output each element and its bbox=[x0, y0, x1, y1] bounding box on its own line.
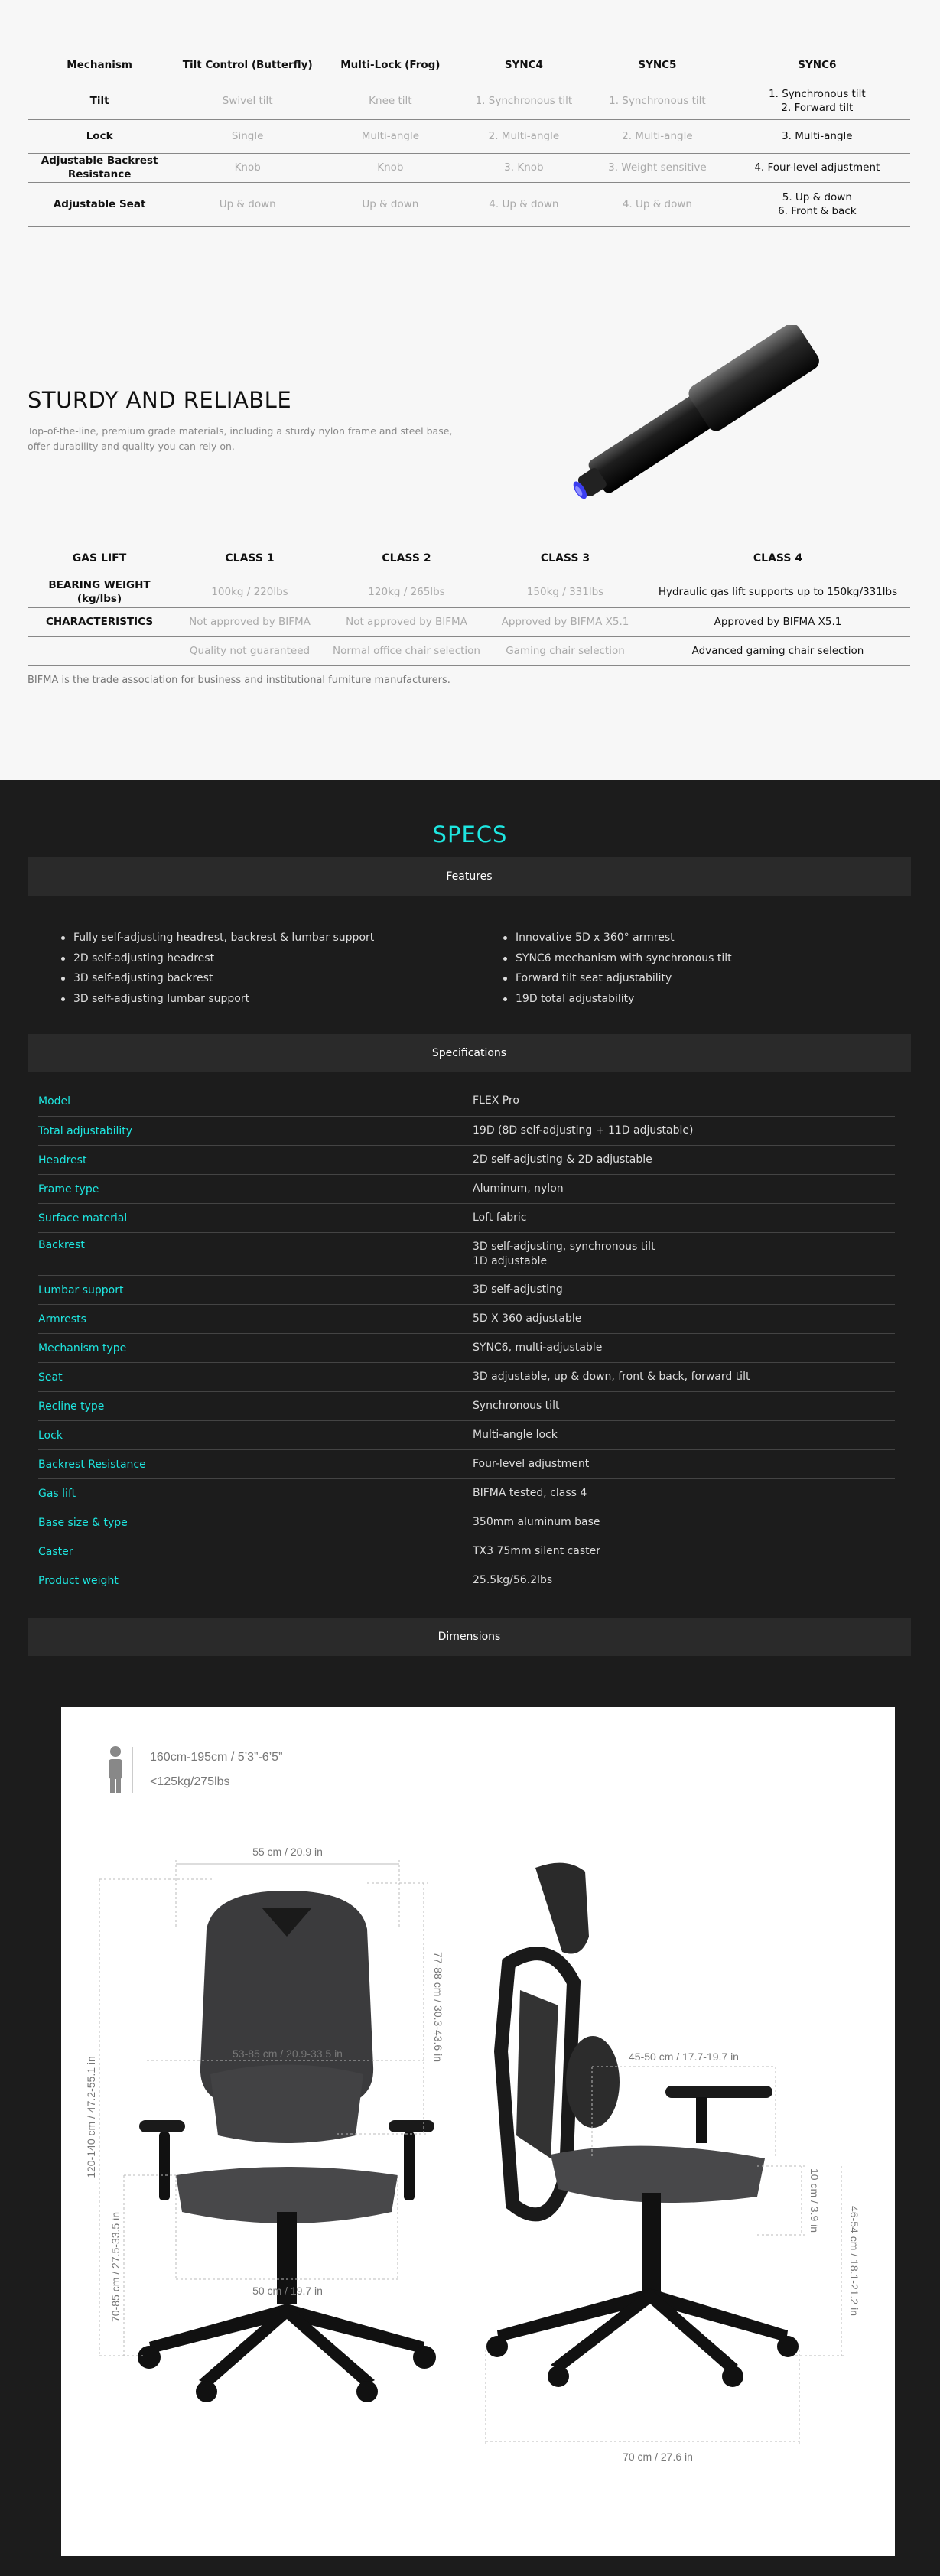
table-row bbox=[28, 577, 910, 607]
spec-key: Backrest bbox=[38, 1239, 85, 1251]
table-cell-sync6 bbox=[724, 182, 910, 226]
table-cell: Single bbox=[171, 119, 324, 153]
table-row bbox=[38, 1566, 895, 1595]
gas-lift-cylinder-image bbox=[555, 325, 831, 509]
weight-limit-label: <125kg/275lbs bbox=[150, 1775, 230, 1788]
sturdy-title: STURDY AND RELIABLE bbox=[28, 387, 292, 413]
table-cell: Knob bbox=[171, 153, 324, 182]
row-label: Adjustable Backrest Resistance bbox=[28, 153, 171, 182]
table-row bbox=[38, 1392, 895, 1421]
spec-value: 350mm aluminum base bbox=[473, 1516, 600, 1528]
dimensions-drawing bbox=[61, 1707, 895, 2556]
table-cell: Not approved by BIFMA bbox=[171, 607, 328, 636]
features-list-right bbox=[500, 928, 732, 1009]
spec-value: 3D self-adjusting bbox=[473, 1283, 563, 1296]
header-tilt-control: Tilt Control (Butterfly) bbox=[171, 47, 324, 83]
list-item: 3D self-adjusting backrest bbox=[58, 968, 374, 989]
spec-key: Product weight bbox=[38, 1574, 119, 1587]
front-back-height-label: 77-88 cm / 30.3-43.6 in bbox=[432, 1952, 444, 2062]
spec-value: 3D adjustable, up & down, front & back, forward tilt bbox=[473, 1371, 750, 1383]
table-cell: 120kg / 265lbs bbox=[328, 577, 485, 607]
list-item: SYNC6 mechanism with synchronous tilt bbox=[500, 948, 732, 969]
list-item: Fully self-adjusting headrest, backrest & lumbar support bbox=[58, 928, 374, 948]
table-cell: 4. Up & down bbox=[457, 182, 591, 226]
spec-value: 25.5kg/56.2lbs bbox=[473, 1574, 553, 1586]
table-row bbox=[38, 1146, 895, 1175]
spec-key: Surface material bbox=[38, 1212, 128, 1225]
side-chair-image bbox=[486, 1863, 799, 2387]
table-cell: Knee tilt bbox=[324, 83, 457, 119]
spec-key: Armrests bbox=[38, 1312, 86, 1325]
table-row bbox=[38, 1450, 895, 1479]
header-sync4: SYNC4 bbox=[457, 47, 591, 83]
spec-key: Recline type bbox=[38, 1400, 105, 1413]
row-label: CHARACTERISTICS bbox=[28, 607, 171, 636]
person-icon bbox=[109, 1746, 122, 1793]
table-row bbox=[28, 636, 910, 665]
header-multi-lock: Multi-Lock (Frog) bbox=[324, 47, 457, 83]
sturdy-description: Top-of-the-line, premium grade materials, including a sturdy nylon frame and steel base, offer durability and quality you can rely on. bbox=[28, 425, 453, 452]
table-cell: 3. Knob bbox=[457, 153, 591, 182]
table-row bbox=[28, 182, 910, 226]
side-seat-floor-label: 46-54 cm / 18.1-21.2 in bbox=[848, 2206, 860, 2316]
table-cell: Quality not guaranteed bbox=[171, 636, 328, 665]
spec-value: Synchronous tilt bbox=[473, 1400, 560, 1412]
table-cell: Approved by BIFMA X5.1 bbox=[485, 607, 646, 636]
mechanism-table bbox=[28, 47, 910, 227]
spec-value: 19D (8D self-adjusting + 11D adjustable) bbox=[473, 1124, 694, 1137]
table-cell: 1. Synchronous tilt bbox=[590, 83, 724, 119]
row-label: Tilt bbox=[28, 83, 171, 119]
front-width-top-label: 55 cm / 20.9 in bbox=[252, 1846, 323, 1858]
table-row bbox=[28, 607, 910, 636]
side-seat-depth-label: 45-50 cm / 17.7-19.7 in bbox=[629, 2051, 739, 2063]
table-row bbox=[38, 1276, 895, 1305]
spec-value: TX3 75mm silent caster bbox=[473, 1545, 600, 1557]
spec-key: Gas lift bbox=[38, 1487, 76, 1500]
header-gas-lift: GAS LIFT bbox=[28, 540, 171, 577]
front-total-height-label: 120-140 cm / 47.2-55.1 in bbox=[85, 2056, 97, 2178]
features-bar: Features bbox=[28, 857, 911, 896]
front-chair-image bbox=[138, 1891, 436, 2402]
gas-header-row bbox=[28, 540, 910, 577]
header-class2: CLASS 2 bbox=[328, 540, 485, 577]
height-range-label: 160cm-195cm / 5’3”-6’5” bbox=[150, 1751, 283, 1764]
front-seat-width-label: 50 cm / 19.7 in bbox=[252, 2285, 323, 2297]
spec-key: Backrest Resistance bbox=[38, 1458, 146, 1471]
table-cell-sync6: 4. Four-level adjustment bbox=[724, 153, 910, 182]
table-cell: Not approved by BIFMA bbox=[328, 607, 485, 636]
table-cell: 1. Synchronous tilt bbox=[457, 83, 591, 119]
table-row bbox=[38, 1421, 895, 1450]
table-row bbox=[38, 1305, 895, 1334]
header-sync5: SYNC5 bbox=[590, 47, 724, 83]
table-cell: 100kg / 220lbs bbox=[171, 577, 328, 607]
spec-key: Seat bbox=[38, 1371, 63, 1384]
table-cell: Gaming chair selection bbox=[485, 636, 646, 665]
header-class4: CLASS 4 bbox=[646, 540, 910, 577]
table-cell: 4. Up & down bbox=[590, 182, 724, 226]
sync6-line: 2. Forward tilt bbox=[781, 102, 854, 114]
sync6-line: 6. Front & back bbox=[778, 205, 857, 217]
specs-title: SPECS bbox=[432, 821, 508, 847]
mechanism-header-row bbox=[28, 47, 910, 83]
specifications-bar: Specifications bbox=[28, 1034, 911, 1072]
table-cell: Up & down bbox=[324, 182, 457, 226]
gas-lift-table bbox=[28, 540, 910, 666]
list-item: 19D total adjustability bbox=[500, 989, 732, 1010]
table-cell: Swivel tilt bbox=[171, 83, 324, 119]
table-row bbox=[38, 1233, 895, 1276]
header-class1: CLASS 1 bbox=[171, 540, 328, 577]
table-cell: 3. Weight sensitive bbox=[590, 153, 724, 182]
spec-key: Model bbox=[38, 1094, 71, 1107]
spec-value: BIFMA tested, class 4 bbox=[473, 1487, 587, 1499]
header-class3: CLASS 3 bbox=[485, 540, 646, 577]
header-mechanism: Mechanism bbox=[28, 47, 171, 83]
table-row bbox=[38, 1175, 895, 1204]
table-row bbox=[38, 1117, 895, 1146]
sync6-line: 5. Up & down bbox=[782, 191, 852, 203]
spec-key: Base size & type bbox=[38, 1516, 128, 1529]
spec-value: 5D X 360 adjustable bbox=[473, 1312, 582, 1325]
table-cell: Up & down bbox=[171, 182, 324, 226]
table-cell-sync6: 3. Multi-angle bbox=[724, 119, 910, 153]
spec-value: 2D self-adjusting & 2D adjustable bbox=[473, 1153, 652, 1166]
spec-value: Aluminum, nylon bbox=[473, 1182, 564, 1195]
table-cell: 150kg / 331lbs bbox=[485, 577, 646, 607]
list-item: 2D self-adjusting headrest bbox=[58, 948, 374, 969]
table-row bbox=[28, 119, 910, 153]
spec-key: Total adjustability bbox=[38, 1124, 133, 1137]
row-label: Lock bbox=[28, 119, 171, 153]
row-label: BEARING WEIGHT (kg/lbs) bbox=[28, 577, 171, 607]
spec-value-line: 3D self-adjusting, synchronous tilt bbox=[473, 1240, 655, 1253]
table-cell-class4: Advanced gaming chair selection bbox=[646, 636, 910, 665]
table-row bbox=[28, 83, 910, 119]
table-cell-class4: Approved by BIFMA X5.1 bbox=[646, 607, 910, 636]
spec-key: Headrest bbox=[38, 1153, 87, 1166]
table-cell: Normal office chair selection bbox=[328, 636, 485, 665]
spec-key: Mechanism type bbox=[38, 1342, 127, 1355]
table-row bbox=[38, 1334, 895, 1363]
table-row bbox=[38, 1508, 895, 1537]
bifma-note: BIFMA is the trade association for business and institutional furniture manufacturers. bbox=[28, 675, 450, 686]
spec-value: SYNC6, multi-adjustable bbox=[473, 1342, 603, 1354]
front-seat-height-label: 70-85 cm / 27.5-33.5 in bbox=[109, 2212, 122, 2322]
row-label: Adjustable Seat bbox=[28, 182, 171, 226]
table-row bbox=[28, 153, 910, 182]
features-list-left bbox=[58, 928, 374, 1009]
table-row bbox=[38, 1363, 895, 1392]
sync6-line: 1. Synchronous tilt bbox=[769, 88, 866, 100]
spec-key: Frame type bbox=[38, 1182, 99, 1195]
table-cell: 2. Multi-angle bbox=[590, 119, 724, 153]
list-item: 3D self-adjusting lumbar support bbox=[58, 989, 374, 1010]
side-arm-height-label: 10 cm / 3.9 in bbox=[808, 2168, 821, 2233]
dimensions-panel bbox=[61, 1707, 895, 2556]
spec-key: Caster bbox=[38, 1545, 73, 1558]
table-cell-sync6 bbox=[724, 83, 910, 119]
table-row bbox=[38, 1479, 895, 1508]
spec-key: Lock bbox=[38, 1429, 63, 1442]
table-row bbox=[38, 1086, 895, 1117]
specifications-table bbox=[38, 1086, 895, 1595]
front-back-width-label: 53-85 cm / 20.9-33.5 in bbox=[233, 2047, 343, 2060]
spec-value: Four-level adjustment bbox=[473, 1458, 590, 1470]
table-row bbox=[38, 1537, 895, 1566]
spec-value bbox=[473, 1240, 655, 1269]
table-cell: Multi-angle bbox=[324, 119, 457, 153]
list-item: Forward tilt seat adjustability bbox=[500, 968, 732, 989]
dimensions-bar: Dimensions bbox=[28, 1618, 911, 1656]
spec-value: Multi-angle lock bbox=[473, 1429, 558, 1441]
spec-value-line: 1D adjustable bbox=[473, 1254, 548, 1267]
spec-value: Loft fabric bbox=[473, 1212, 527, 1224]
spec-key: Lumbar support bbox=[38, 1283, 124, 1296]
table-cell: 2. Multi-angle bbox=[457, 119, 591, 153]
header-sync6: SYNC6 bbox=[724, 47, 910, 83]
table-cell: Knob bbox=[324, 153, 457, 182]
row-label bbox=[28, 636, 171, 665]
table-row bbox=[38, 1204, 895, 1233]
list-item: Innovative 5D x 360° armrest bbox=[500, 928, 732, 948]
spec-value: FLEX Pro bbox=[473, 1094, 519, 1107]
table-cell-class4: Hydraulic gas lift supports up to 150kg/331lbs bbox=[646, 577, 910, 607]
side-base-label: 70 cm / 27.6 in bbox=[623, 2451, 693, 2463]
